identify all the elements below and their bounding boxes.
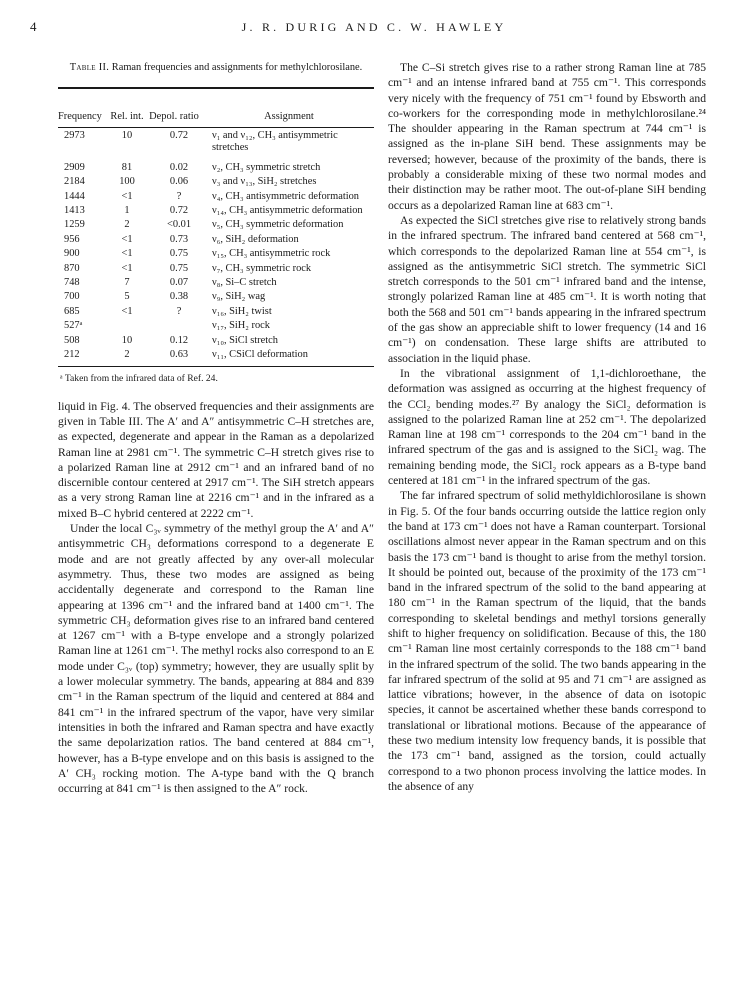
body-paragraph: liquid in Fig. 4. The observed frequencies and their assignments are given in Table III. The A′ and A″ antisymmetric C–H stretches are, as expected, degenerate and appear in the Raman as a depolarized Raman line at 2981 cm⁻¹. The symmetric C–H stretch gives rise to a polarized Raman line at 2912 cm⁻¹ and an infrared band of no discernible contour centered at 2917 cm⁻¹. The SiH stretch appears as a very strong Raman line at 2216 cm⁻¹ and in the infrared as a mixed B–C hybrid centered at 2222 cm⁻¹. — [58, 399, 374, 520]
table-row — [58, 289, 374, 303]
cell-depol-ratio: 0.75 — [169, 248, 189, 260]
cell-depol-ratio: 0.72 — [169, 204, 189, 216]
table-row — [58, 174, 374, 188]
cell-depol-ratio: 0.38 — [169, 291, 189, 303]
cell-rel-int: <1 — [121, 190, 133, 202]
cell-assignment: ν₈, Si–C stretch — [212, 276, 277, 288]
cell-depol-ratio: 0.06 — [169, 176, 189, 188]
cell-assignment: ν₉, SiH₂ wag — [212, 291, 266, 303]
cell-rel-int: <1 — [121, 233, 133, 245]
cell-assignment: ν₇, CH₃ symmetric rock — [212, 262, 312, 274]
cell-frequency: 748 — [64, 276, 80, 288]
table-body — [58, 127, 374, 367]
cell-frequency: 685 — [64, 305, 80, 317]
table-footnote: ᵃ Taken from the infrared data of Ref. 24. — [60, 373, 218, 385]
table-row — [58, 261, 374, 275]
cell-rel-int: 2 — [124, 219, 130, 231]
cell-frequency: 2184 — [64, 176, 85, 188]
cell-frequency: 1444 — [64, 190, 85, 202]
cell-frequency: 2973 — [64, 129, 85, 141]
cell-assignment: ν₅, CH₃ symmetric deformation — [212, 219, 344, 231]
cell-depol-ratio: <0.01 — [166, 219, 192, 231]
table-row — [58, 275, 374, 289]
cell-assignment: ν₁₇, SiH₂ rock — [212, 320, 270, 332]
cell-rel-int — [110, 318, 144, 332]
cell-rel-int: 10 — [121, 334, 133, 346]
cell-depol-ratio: 0.07 — [169, 276, 189, 288]
header-rel-int: Rel. int. — [110, 110, 144, 122]
cell-depol-ratio: 0.75 — [169, 262, 189, 274]
cell-assignment: ν₂, CH₃ symmetric stretch — [212, 161, 321, 173]
body-paragraph: In the vibrational assignment of 1,1-dichloroethane, the deformation was assigned as occurring at the highest frequency of the CCl₂ bending modes.²⁷ By analogy the SiCl₂ deformation is assigned to the polarized Raman line at 252 cm⁻¹. The depolarized Raman line at 198 cm⁻¹ corresponds to the 204 cm⁻¹ band in the infrared spectrum of the gas and is assigned to the SiCl₂ wag. The remaining bending mode, the SiCl₂ rock appears as a B-type band centered at 181 cm⁻¹ in the infrared spectrum of the gas. — [388, 366, 706, 488]
cell-depol-ratio: 0.73 — [169, 233, 189, 245]
cell-depol-ratio: 0.02 — [169, 161, 189, 173]
cell-assignment: ν₁₅, CH₃ antisymmetric rock — [212, 248, 331, 260]
table-row — [58, 217, 374, 231]
cell-assignment: ν₆, SiH₂ deformation — [212, 233, 299, 245]
cell-rel-int: 81 — [121, 161, 133, 173]
cell-rel-int: <1 — [121, 262, 133, 274]
cell-depol-ratio: 0.72 — [169, 129, 189, 141]
left-body-text — [58, 399, 374, 797]
body-paragraph: Under the local C₃ᵥ symmetry of the methyl group the A′ and A″ antisymmetric CH₃ deformations correspond to a degenerate E mode and are not greatly affected by any over-all molecular asymmetry. Thus, these two modes are assigned as being accidentally degenerate and correspond to the Raman line appearing at 1396 cm⁻¹ and the infrared band at 1400 cm⁻¹. The symmetric CH₃ deformation gives rise to an infrared band centered at 1267 cm⁻¹ with a B-type envelope and a strongly polarized Raman line at 1261 cm⁻¹. The methyl rocks also correspond to an E mode under C₃ᵥ (top) symmetry; however, they are usually split by a lower molecular symmetry. The bands, appearing at 884 and 839 cm⁻¹ in the Raman spectrum of the liquid and centered at 884 and 841 cm⁻¹ in the infrared spectrum of the vapor, have very similar intensities in both the infrared and Raman spectra and have exactly the same depolarization ratios. The band centered at 884 cm⁻¹, however, has a B-type envelope and on this basis is assigned to the A′ CH₃ rocking motion. The A-type band with the Q branch occurring at 841 cm⁻¹ is then assigned to the A″ rock. — [58, 522, 374, 796]
table-row — [58, 232, 374, 246]
table-row — [58, 189, 374, 203]
table-caption — [62, 62, 370, 75]
cell-rel-int: 1 — [124, 204, 130, 216]
table-caption-label: Table II. — [69, 62, 110, 73]
body-paragraph: The C–Si stretch gives rise to a rather strong Raman line at 785 cm⁻¹ and an intense infrared band at 755 cm⁻¹. This corresponds very nicely with the frequency of 751 cm⁻¹ found by Ebsworth and co-workers for the corresponding mode in methylchlorosilane.²⁴ The shoulder appearing in the Raman spectrum at 744 cm⁻¹ is assigned as the in-plane SiH bend. These assignments may be reversed; however, because of the proximity of the bands, there is probably a considerable mixing of these two normal modes and their distinction may be rather moot. The out-of-plane SiH bending occurs as a depolarized Raman line at 683 cm⁻¹. — [388, 61, 706, 212]
raman-table — [58, 87, 374, 368]
cell-frequency: 900 — [64, 248, 80, 260]
cell-frequency: 700 — [64, 291, 80, 303]
cell-frequency: 508 — [64, 334, 80, 346]
cell-depol-ratio: 0.12 — [169, 334, 189, 346]
left-column — [58, 60, 374, 796]
table-row — [58, 318, 374, 332]
cell-rel-int: 2 — [124, 349, 130, 360]
cell-assignment: ν₁₆, SiH₂ twist — [212, 305, 272, 317]
table-row — [58, 155, 374, 174]
cell-rel-int: <1 — [121, 305, 133, 317]
table-row — [58, 127, 374, 154]
body-paragraph: As expected the SiCl stretches give rise to relatively strong bands in the infrared spectrum. The infrared band centered at 568 cm⁻¹, which corresponds to the depolarized Raman line at 554 cm⁻¹, is assigned as the antisymmetric SiCl stretch. The symmetric SiCl stretch corresponds to the 501 cm⁻¹ infrared band and the intense, strongly polarized Raman line at 485 cm⁻¹. It is worth noting that both the 568 and 501 cm⁻¹ bands appearing in the infrared spectrum of the gas show an appreciable shift to lower frequency (14 and 16 cm⁻¹) on condensation. These large shifts are attributed to association in the liquid phase. — [388, 213, 706, 365]
cell-frequency: 870 — [64, 262, 80, 274]
cell-rel-int: 100 — [119, 176, 135, 188]
cell-depol-ratio: ? — [176, 190, 182, 202]
cell-depol-ratio — [144, 318, 204, 332]
table-caption-text: Raman frequencies and assignments for methylchlorosilane. — [111, 62, 363, 73]
header-frequency: Frequency — [58, 110, 102, 122]
cell-frequency: 212 — [64, 349, 80, 360]
running-head: J. R. DURIG AND C. W. HAWLEY — [241, 20, 507, 34]
body-paragraph: The far infrared spectrum of solid methyldichlorosilane is shown in Fig. 5. Of the four bands occurring outside the lattice region only the band at 173 cm⁻¹ does not have a Raman counterpart. Torsional oscillations almost never appear in the Raman spectrum and on this basis the 173 cm⁻¹ band is thought to arise from the methyl torsion. It should be pointed out, because of the proximity of the 173 cm⁻¹ band in the infrared spectrum of the solid to the band appearing at 180 cm⁻¹ in the Raman spectrum of the liquid, that the bands corresponding to skeletal bendings and methyl torsions generally shift to higher frequency on solidification. Because of this, the 180 cm⁻¹ Raman line most certainly corresponds to the 188 cm⁻¹ band in the infrared spectrum of the solid. The two bands appearing in the far infrared spectrum of the solid at 95 and 71 cm⁻¹ are assigned as lattice vibrations; however, in the absence of data on isotopic species, it cannot be ascertained whether these bands correspond to translational or librational motions. Because of the appearance of these two medium intensity low frequency bands, it is possible that the 173 cm⁻¹ band, assigned as the torsion, could actually correspond to a two phonon process involving the lattice modes. In the absence of any — [388, 489, 706, 793]
table-row — [58, 304, 374, 318]
cell-rel-int: <1 — [121, 248, 133, 260]
page-number: 4 — [30, 19, 37, 34]
cell-frequency: 527ᵃ — [64, 320, 83, 332]
cell-assignment: ν₁₁, CSiCl deformation — [212, 349, 308, 360]
cell-frequency: 1413 — [64, 204, 85, 216]
cell-frequency: 2909 — [64, 161, 85, 173]
table-row — [58, 246, 374, 260]
cell-assignment: ν₄, CH₃ antisymmetric deformation — [212, 190, 359, 202]
header-depol-ratio: Depol. ratio — [149, 110, 199, 122]
cell-frequency: 1259 — [64, 219, 85, 231]
cell-depol-ratio: ? — [176, 305, 182, 317]
cell-assignment: ν₁₄, CH₃ antisymmetric deformation — [212, 204, 363, 216]
cell-frequency: 956 — [64, 233, 80, 245]
table-row — [58, 203, 374, 217]
cell-rel-int: 7 — [124, 276, 130, 288]
table-row — [58, 347, 374, 367]
cell-assignment: ν₁₀, SiCl stretch — [212, 334, 278, 346]
right-column — [388, 60, 706, 794]
table-row — [58, 333, 374, 347]
cell-rel-int: 5 — [124, 291, 130, 303]
cell-rel-int: 10 — [121, 129, 133, 141]
header-assignment: Assignment — [264, 110, 314, 122]
cell-assignment: ν₃ and ν₁₃, SiH₂ stretches — [212, 176, 317, 188]
cell-depol-ratio: 0.63 — [169, 349, 189, 360]
cell-assignment: ν₁ and ν₁₂, CH₃ antisymmetric stretches — [212, 129, 338, 154]
